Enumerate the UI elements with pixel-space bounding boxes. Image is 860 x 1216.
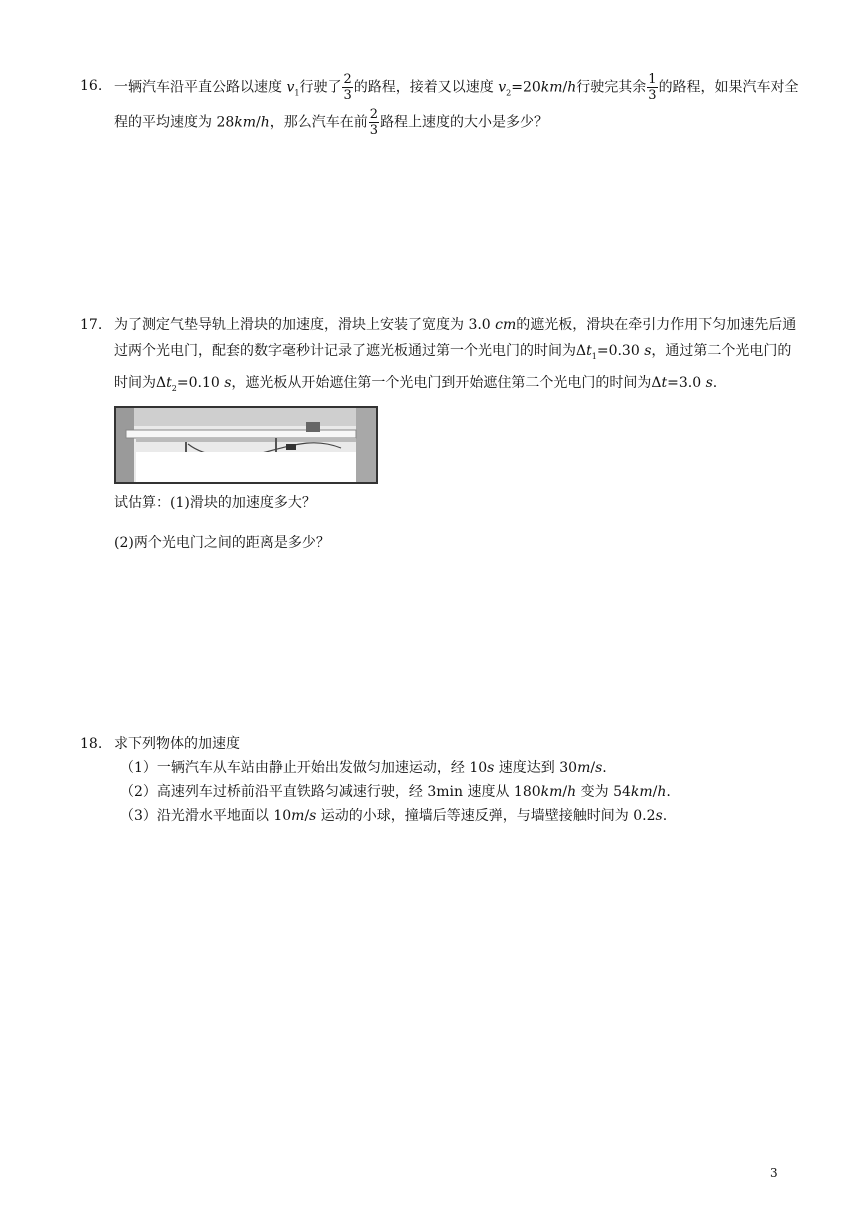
text-run: （2）高速列车过桥前沿平直铁路匀减速行驶，经 3min 速度从 180 (120, 784, 541, 800)
text-run: / (590, 760, 596, 776)
text-run: ，遮光板从开始遮住第一个光电门到开始遮住第二个光电门的时间为Δ (231, 374, 662, 391)
denominator: 3 (343, 88, 352, 103)
numerator: 1 (648, 72, 657, 87)
text-run: =0.30 (596, 343, 645, 359)
unit: s (655, 808, 663, 824)
question-16 (80, 72, 800, 138)
question-18 (80, 732, 800, 828)
sub-question-1: 试估算：(1)滑块的加速度多大？ (114, 494, 316, 511)
fraction (647, 72, 657, 103)
sub-item-3 (114, 804, 800, 828)
subscript: 2 (506, 88, 512, 98)
text-run: （1）一辆汽车从车站由静止开始出发做匀加速运动，经 10 (120, 760, 488, 776)
unit: km (540, 79, 563, 96)
unit: s (487, 760, 495, 776)
text-run: 变为 54 (576, 784, 631, 800)
fraction (342, 72, 352, 103)
air-track-illustration (116, 408, 376, 482)
subscript: 1 (591, 351, 597, 361)
unit: km (234, 114, 257, 131)
unit: h (657, 784, 667, 800)
text-run: / (256, 114, 261, 131)
text-run: 运动的小球，撞墙后等速反弹，与墙壁接触时间为 0.2 (316, 808, 656, 824)
text-run: 的路程，如果汽车对全程的平均速度为 28 (114, 79, 799, 131)
text-run: =0.10 (176, 374, 225, 391)
unit: h (567, 784, 577, 800)
question-text (114, 72, 800, 138)
page-number: 3 (770, 1166, 778, 1180)
unit: km (630, 784, 653, 800)
text-run: 行驶完其余 (576, 79, 647, 96)
symbol: v (498, 79, 507, 96)
unit: s (595, 760, 603, 776)
text-run: . (662, 808, 668, 824)
unit: s (309, 808, 317, 824)
symbol: v (286, 79, 295, 96)
text-run: 速度达到 30 (494, 760, 578, 776)
denominator: 3 (369, 123, 379, 139)
text-run: 的遮光板，滑块在牵引力作用下匀加速先后通过两个光电门，配套的数字毫秒计记录了遮光板通过第一个光电门的时间为Δ (114, 317, 797, 359)
unit: km (540, 784, 563, 800)
question-text (114, 732, 800, 828)
text-run: 路程上速度的大小是多少？ (380, 114, 549, 131)
sub-item-1 (114, 756, 800, 780)
text-run: / (562, 784, 568, 800)
fraction (369, 107, 379, 138)
unit: cm (495, 317, 517, 333)
text-run: / (562, 79, 568, 96)
text-run: 行驶了 (299, 79, 342, 96)
question-number: 16. (80, 78, 103, 94)
question-17 (80, 312, 800, 556)
symbol: t (661, 374, 668, 391)
symbol: t (166, 374, 172, 391)
unit: h (260, 114, 270, 131)
unit: s (224, 374, 232, 391)
text-run: 一辆汽车沿平直公路以速度 (114, 79, 287, 96)
unit: m (577, 760, 591, 776)
text-run: =3.0 (667, 374, 706, 391)
question-number: 17. (80, 317, 103, 333)
text-run: . (602, 760, 607, 776)
text-run: / (652, 784, 658, 800)
subscript: 2 (171, 383, 177, 393)
text-run: 为了测定气垫导轨上滑块的加速度，滑块上安装了宽度为 3.0 (114, 317, 496, 333)
symbol: t (586, 343, 592, 359)
numerator: 2 (369, 107, 379, 123)
text-run: . (712, 374, 718, 391)
unit: h (567, 79, 577, 96)
unit: s (705, 374, 713, 391)
unit: s (644, 343, 652, 359)
question-text (114, 312, 800, 556)
text-run: 的路程，接着又以速度 (353, 79, 499, 96)
question-number: 18. (80, 736, 103, 752)
unit: m (291, 808, 305, 824)
sub-item-2 (114, 780, 800, 804)
text-run: / (304, 808, 310, 824)
text-run: ，那么汽车在前 (269, 114, 368, 131)
sub-question-2: (2)两个光电门之间的距离是多少？ (114, 534, 330, 551)
text-run: ，通过第二个光电门的时间为Δ (114, 343, 792, 391)
text-run: =20 (511, 79, 541, 96)
denominator: 3 (648, 88, 657, 103)
numerator: 2 (343, 72, 352, 87)
text-run: （3）沿光滑水平地面以 10 (120, 808, 292, 824)
question-title: 求下列物体的加速度 (114, 736, 240, 752)
air-track-photo (114, 406, 378, 484)
text-run: . (666, 784, 671, 800)
subscript: 1 (294, 88, 300, 98)
